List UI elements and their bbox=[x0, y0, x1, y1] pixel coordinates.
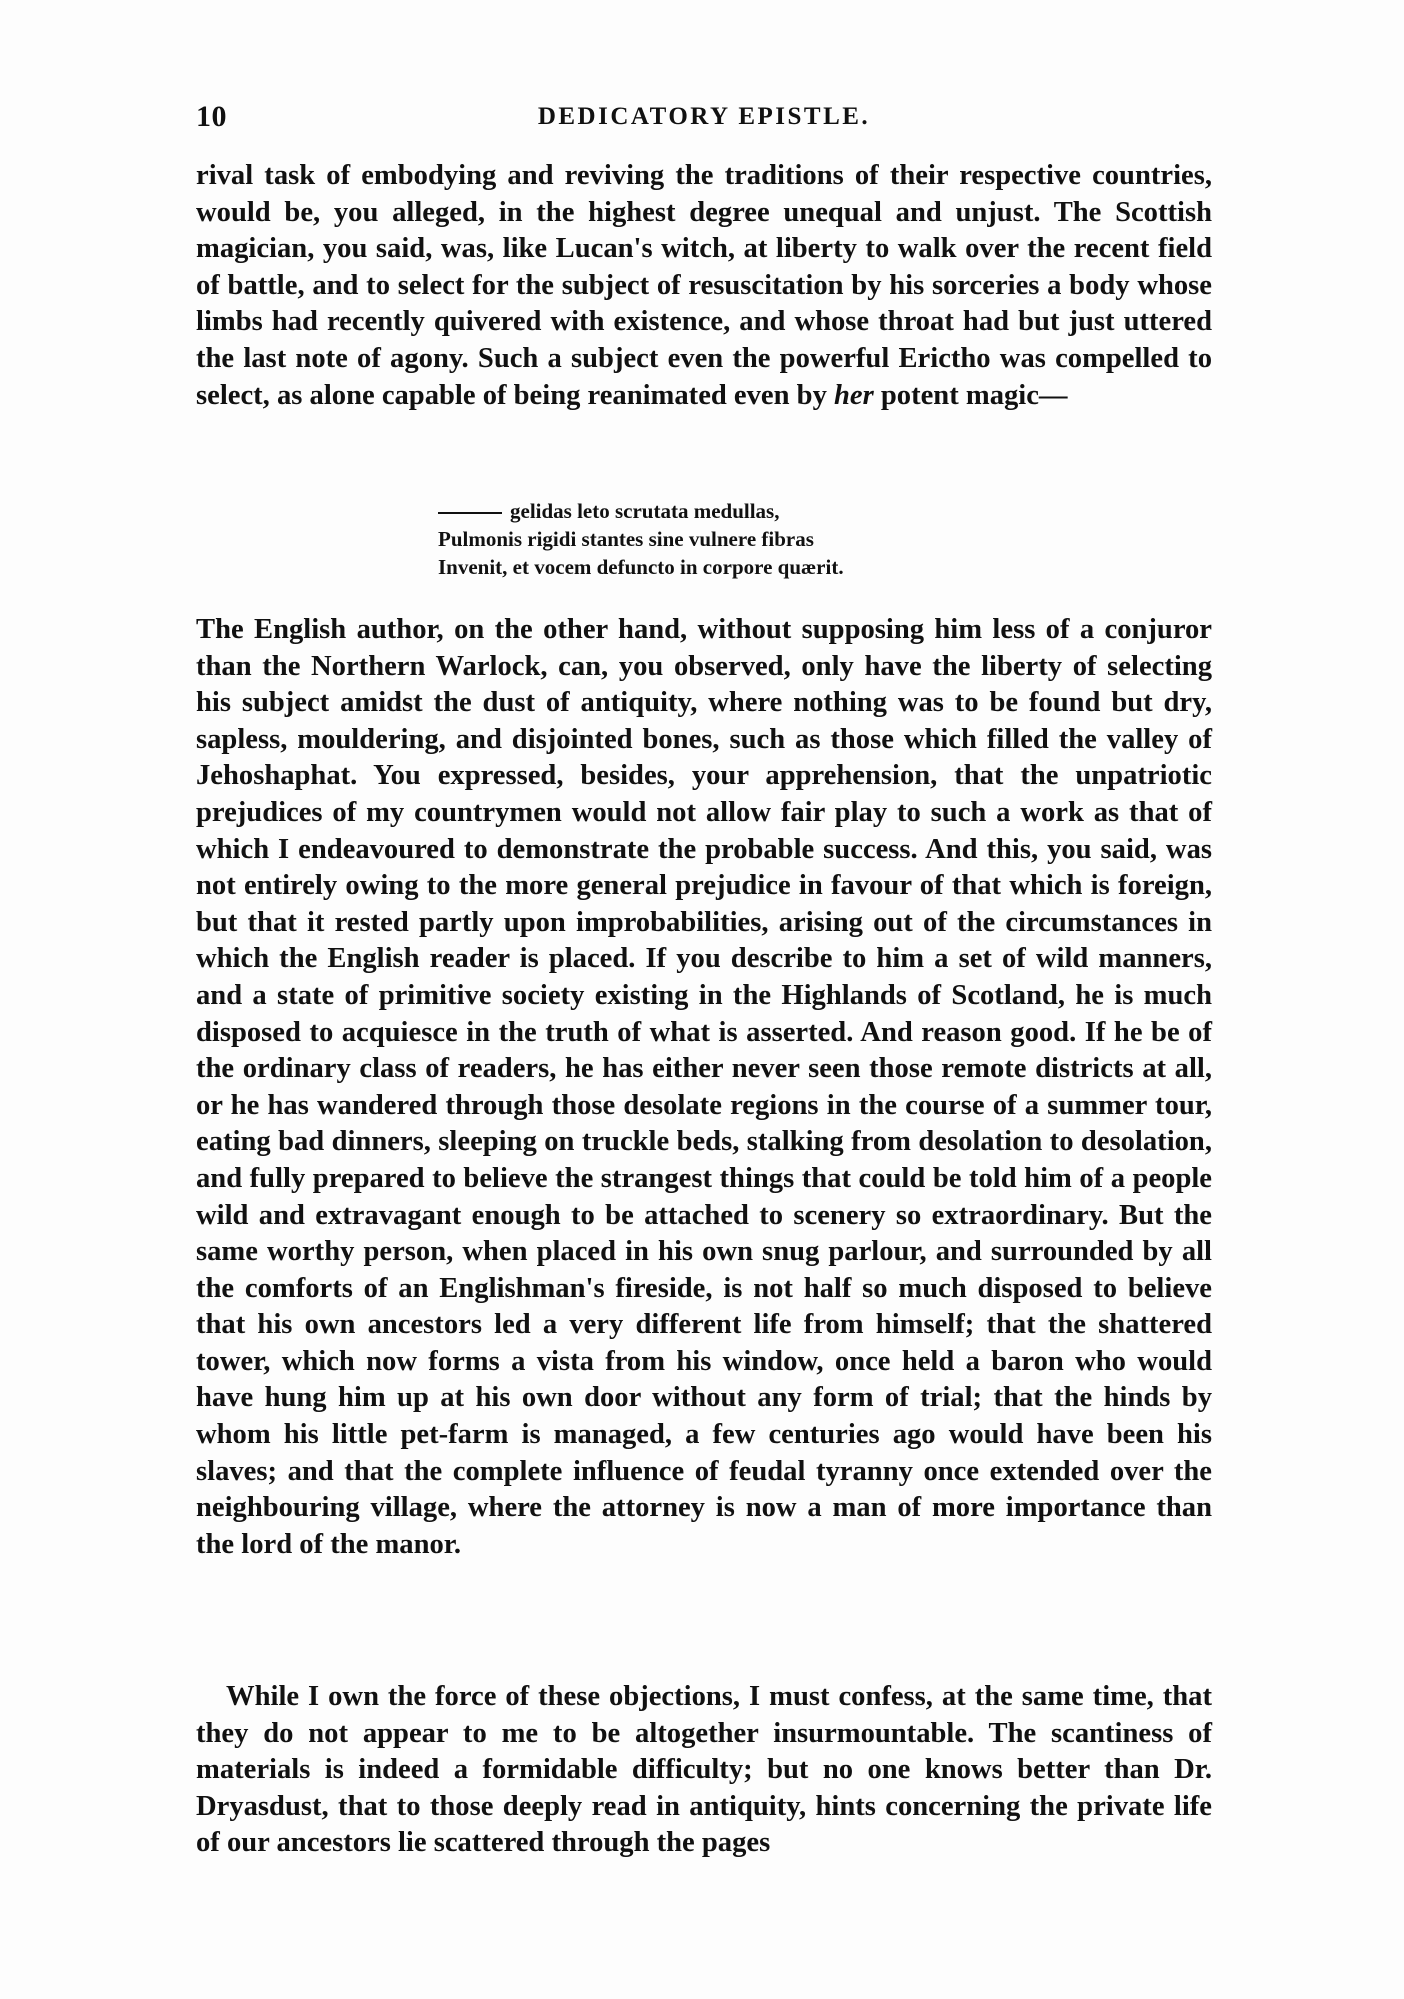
paragraph-2 bbox=[196, 612, 1212, 1563]
latin-quotation bbox=[438, 497, 1038, 581]
paragraph-3 bbox=[196, 1679, 1212, 1862]
page-header bbox=[196, 100, 1212, 140]
paragraph-1 bbox=[196, 158, 1212, 414]
page-number: 10 bbox=[196, 100, 227, 133]
quote-line-3: Invenit, et vocem defuncto in corpore quærit. bbox=[438, 555, 844, 579]
quote-line-1-text: gelidas leto scrutata medullas, bbox=[510, 499, 780, 523]
paragraph-2-text: The English author, on the other hand, without supposing him less of a conjuror than the Northern Warlock, can, you observed, only have the liberty of selecting his subject amidst the dust of antiquity, where nothing was to be found but dry, sapless, mouldering, and disjointed bones, such as those which filled the valley of Jehoshaphat. You expressed, besides, your apprehension, that the unpatriotic prejudices of my countrymen would not allow fair play to such a work as that of which I endeavoured to demonstrate the probable success. And this, you said, was not entirely owing to the more general prejudice in favour of that which is foreign, but that it rested partly upon improbabilities, arising out of the circumstances in which the English reader is placed. If you describe to him a set of wild manners, and a state of primitive society existing in the Highlands of Scotland, he is much disposed to acquiesce in the truth of what is asserted. And reason good. If he be of the ordinary class of readers, he has either never seen those remote districts at all, or he has wandered through those desolate regions in the course of a summer tour, eating bad dinners, sleeping on truckle beds, stalking from desolation to desolation, and fully prepared to believe the strangest things that could be told him of a people wild and extravagant enough to be attached to scenery so extraordinary. But the same worthy person, when placed in his own snug parlour, and surrounded by all the comforts of an Englishman's fireside, is not half so much disposed to believe that his own ancestors led a very different life from himself; that the shattered tower, which now forms a vista from his window, once held a baron who would have hung him up at his own door without any form of trial; that the hinds by whom his little pet-farm is managed, a few centuries ago would have been his slaves; and that the complete influence of feudal tyranny once extended over the neighbouring village, where the attorney is now a man of more importance than the lord of the manor. bbox=[196, 614, 1212, 1560]
quote-dash bbox=[438, 512, 502, 514]
paragraph-1-text: rival task of embodying and reviving the traditions of their respective countries, would be, you alleged, in the highest degree unequal and unjust. The Scottish magician, you said, was, like Lucan's witch, at liberty to walk over the recent field of battle, and to select for the subject of resuscitation by his sorceries a body whose limbs had recently quivered with existence, and whose throat had but just uttered the last note of agony. Such a subject even the powerful Erictho was compelled to select, as alone capable of being reanimated even by bbox=[196, 160, 1212, 411]
paragraph-3-text: While I own the force of these objections, I must confess, at the same time, that they do not appear to me to be altogether insurmountable. The scantiness of materials is indeed a formidable difficulty; but no one knows better than Dr. Dryasdust, that to those deeply read in antiquity, hints concerning the private life of our ancestors lie scattered through the pages bbox=[196, 1681, 1212, 1859]
paragraph-1-italic-word: her bbox=[834, 379, 874, 411]
quote-line-2: Pulmonis rigidi stantes sine vulnere fibras bbox=[438, 527, 814, 551]
paragraph-1-tail: potent magic— bbox=[873, 379, 1068, 411]
quote-line-1 bbox=[438, 497, 1038, 525]
running-head: DEDICATORY EPISTLE. bbox=[537, 103, 871, 130]
